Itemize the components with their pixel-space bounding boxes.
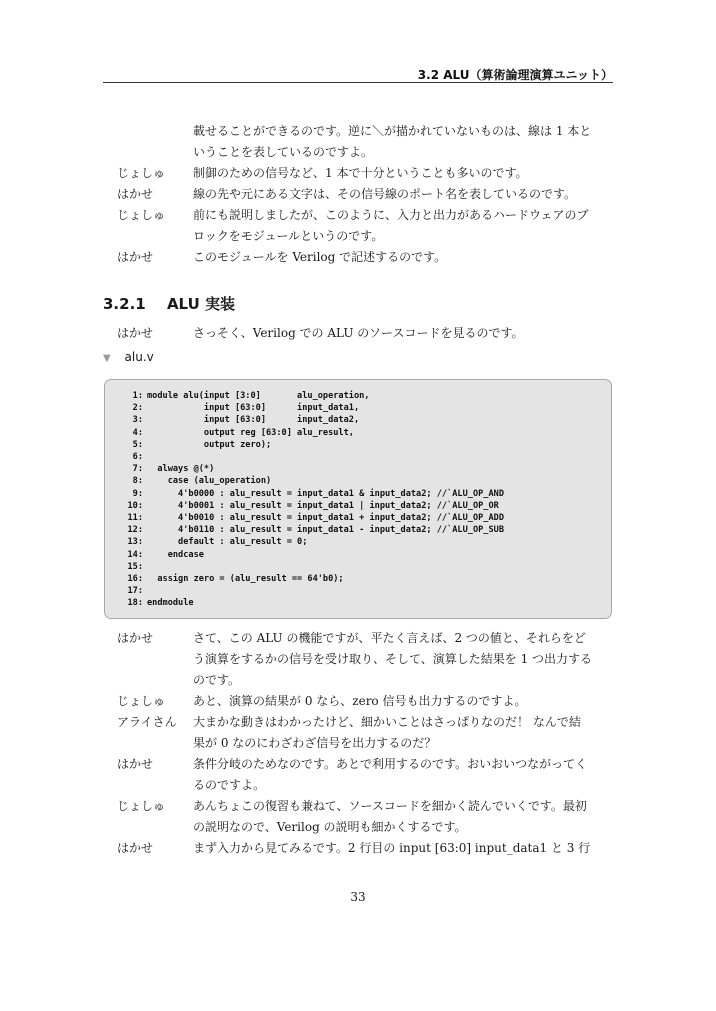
speaker-name xyxy=(103,121,193,142)
code-text: endcase xyxy=(147,549,204,560)
line-number: 13: xyxy=(127,537,143,548)
code-line xyxy=(115,402,504,414)
code-line xyxy=(115,475,504,487)
line-number: 14: xyxy=(127,549,143,560)
code-line xyxy=(115,512,504,524)
speaker-name xyxy=(103,670,193,691)
speaker-name: はかせ xyxy=(117,326,154,340)
speaker-name: はかせ xyxy=(117,631,154,645)
code-text: output reg [63:0] alu_result, xyxy=(147,427,354,438)
dialog-line xyxy=(103,838,618,859)
section-number: 3.2.1 xyxy=(103,295,146,313)
listing-filename: alu.v xyxy=(124,350,154,364)
dialog-text: 載せることができるのです。逆に＼が描かれていないものは、線は 1 本と xyxy=(193,124,592,138)
code-listing xyxy=(115,390,504,610)
code-text: 4'b0010 : alu_result = input_data1 + input_data2; //`ALU_OP_ADD xyxy=(147,513,504,524)
line-number: 4: xyxy=(132,427,143,438)
speaker-name: じょしゅ xyxy=(117,208,166,222)
speaker-name: はかせ xyxy=(117,757,154,771)
line-number: 18: xyxy=(127,598,143,609)
line-number: 7: xyxy=(132,464,143,475)
dialog-top xyxy=(103,121,618,268)
listing-caption xyxy=(103,350,154,364)
code-text: assign zero = (alu_result == 64'b0); xyxy=(147,574,344,585)
section-heading xyxy=(103,293,235,314)
dialog-line xyxy=(103,323,618,344)
code-text: always @(*) xyxy=(147,464,215,475)
dialog-line xyxy=(103,733,618,754)
speaker-name: はかせ xyxy=(117,250,154,264)
code-line xyxy=(115,390,504,402)
code-line xyxy=(115,451,504,463)
speaker-name: はかせ xyxy=(117,187,154,201)
dialog-text: このモジュールを Verilog で記述するのです。 xyxy=(193,250,447,264)
dialog-text: 線の先や元にある文字は、その信号線のポート名を表しているのです。 xyxy=(193,187,577,201)
dialog-text: のです。 xyxy=(193,673,241,687)
code-line xyxy=(115,549,504,561)
code-text: module alu(input [3:0] alu_operation, xyxy=(147,391,370,401)
dialog-line xyxy=(103,817,618,838)
dialog-text: さっそく、Verilog での ALU のソースコードを見るのです。 xyxy=(193,326,524,340)
code-line xyxy=(115,561,504,573)
dialog-text: ロックをモジュールというのです。 xyxy=(193,229,384,243)
line-number: 12: xyxy=(127,525,143,536)
dialog-text: さて、この ALU の機能ですが、平たく言えば、2 つの値と、それらをど xyxy=(193,631,586,645)
line-number: 5: xyxy=(132,439,143,450)
code-line xyxy=(115,585,504,597)
code-text: 4'b0001 : alu_result = input_data1 | input_data2; //`ALU_OP_OR xyxy=(147,500,499,511)
speaker-name xyxy=(103,817,193,838)
speaker-name: じょしゅ xyxy=(117,166,166,180)
code-line xyxy=(115,536,504,548)
dialog-text: まず入力から見てみるです。2 行目の input [63:0] input_data1 と 3 行 xyxy=(193,841,591,855)
dialog-line xyxy=(103,205,618,226)
speaker-name: じょしゅ xyxy=(117,694,166,708)
code-line xyxy=(115,573,504,585)
dialog-line xyxy=(103,121,618,142)
line-number: 3: xyxy=(132,415,143,426)
dialog-text: いうことを表しているのですよ。 xyxy=(193,145,374,159)
header-rule xyxy=(103,82,613,83)
dialog-text: 大まかな動きはわかったけど、細かいことはさっぱりなのだ！ なんで結 xyxy=(193,715,581,729)
dialog-text: の説明なので、Verilog の説明も細かくするです。 xyxy=(193,820,467,834)
speaker-name xyxy=(103,142,193,163)
running-head: 3.2 ALU（算術論理演算ユニット） xyxy=(417,68,613,82)
speaker-name xyxy=(103,226,193,247)
code-text: output zero); xyxy=(147,439,272,450)
dialog-line xyxy=(103,628,618,649)
code-line xyxy=(115,439,504,451)
dialog-text: あんちょこの復習も兼ねて、ソースコードを細かく読んでいくです。最初 xyxy=(193,799,587,813)
dialog-bottom xyxy=(103,628,618,859)
line-number: 2: xyxy=(132,403,143,414)
speaker-name: じょしゅ xyxy=(117,799,166,813)
code-text: 4'b0110 : alu_result = input_data1 - input_data2; //`ALU_OP_SUB xyxy=(147,525,504,536)
line-number: 9: xyxy=(132,488,143,499)
line-number: 16: xyxy=(127,574,143,585)
triangle-down-icon: ▼ xyxy=(103,353,111,364)
dialog-mid xyxy=(103,323,618,344)
speaker-name xyxy=(103,649,193,670)
code-line xyxy=(115,414,504,426)
dialog-text: るのですよ。 xyxy=(193,778,266,792)
code-line xyxy=(115,500,504,512)
dialog-line xyxy=(103,649,618,670)
line-number: 6: xyxy=(132,452,143,463)
dialog-line xyxy=(103,754,618,775)
line-number: 11: xyxy=(127,513,143,524)
code-text: case (alu_operation) xyxy=(147,476,272,487)
code-line xyxy=(115,524,504,536)
line-number: 8: xyxy=(132,476,143,487)
code-line xyxy=(115,488,504,500)
code-text: 4'b0000 : alu_result = input_data1 & input_data2; //`ALU_OP_AND xyxy=(147,488,504,499)
page-number: 33 xyxy=(350,890,366,904)
speaker-name: アライさん xyxy=(117,715,177,729)
code-text: input [63:0] input_data1, xyxy=(147,403,360,414)
code-text: input [63:0] input_data2, xyxy=(147,415,360,426)
code-line xyxy=(115,597,504,609)
speaker-name xyxy=(103,733,193,754)
dialog-line xyxy=(103,226,618,247)
code-line xyxy=(115,427,504,439)
dialog-line xyxy=(103,184,618,205)
line-number: 10: xyxy=(127,500,143,511)
dialog-line xyxy=(103,712,618,733)
line-number: 17: xyxy=(127,586,143,597)
dialog-text: 制御のための信号など、1 本で十分ということも多いのです。 xyxy=(193,166,528,180)
dialog-line xyxy=(103,796,618,817)
code-line xyxy=(115,463,504,475)
speaker-name: はかせ xyxy=(117,841,154,855)
line-number: 1: xyxy=(132,391,143,401)
dialog-text: 条件分岐のためなのです。あとで利用するのです。おいおいつながってく xyxy=(193,757,588,771)
dialog-text: 果が 0 なのにわざわざ信号を出力するのだ？ xyxy=(193,736,437,750)
dialog-line xyxy=(103,142,618,163)
dialog-text: 前にも説明しましたが、このように、入力と出力があるハードウェアのブ xyxy=(193,208,589,222)
dialog-line xyxy=(103,670,618,691)
section-title: ALU 実装 xyxy=(166,295,235,313)
dialog-line xyxy=(103,247,618,268)
dialog-line xyxy=(103,775,618,796)
line-number: 15: xyxy=(127,561,143,572)
speaker-name xyxy=(103,775,193,796)
dialog-text: あと、演算の結果が 0 なら、zero 信号も出力するのですよ。 xyxy=(193,694,527,708)
dialog-text: う演算をするかの信号を受け取り、そして、演算した結果を 1 つ出力する xyxy=(193,652,593,666)
code-text: default : alu_result = 0; xyxy=(147,537,308,548)
dialog-line xyxy=(103,163,618,184)
dialog-line xyxy=(103,691,618,712)
code-text: endmodule xyxy=(147,598,194,609)
